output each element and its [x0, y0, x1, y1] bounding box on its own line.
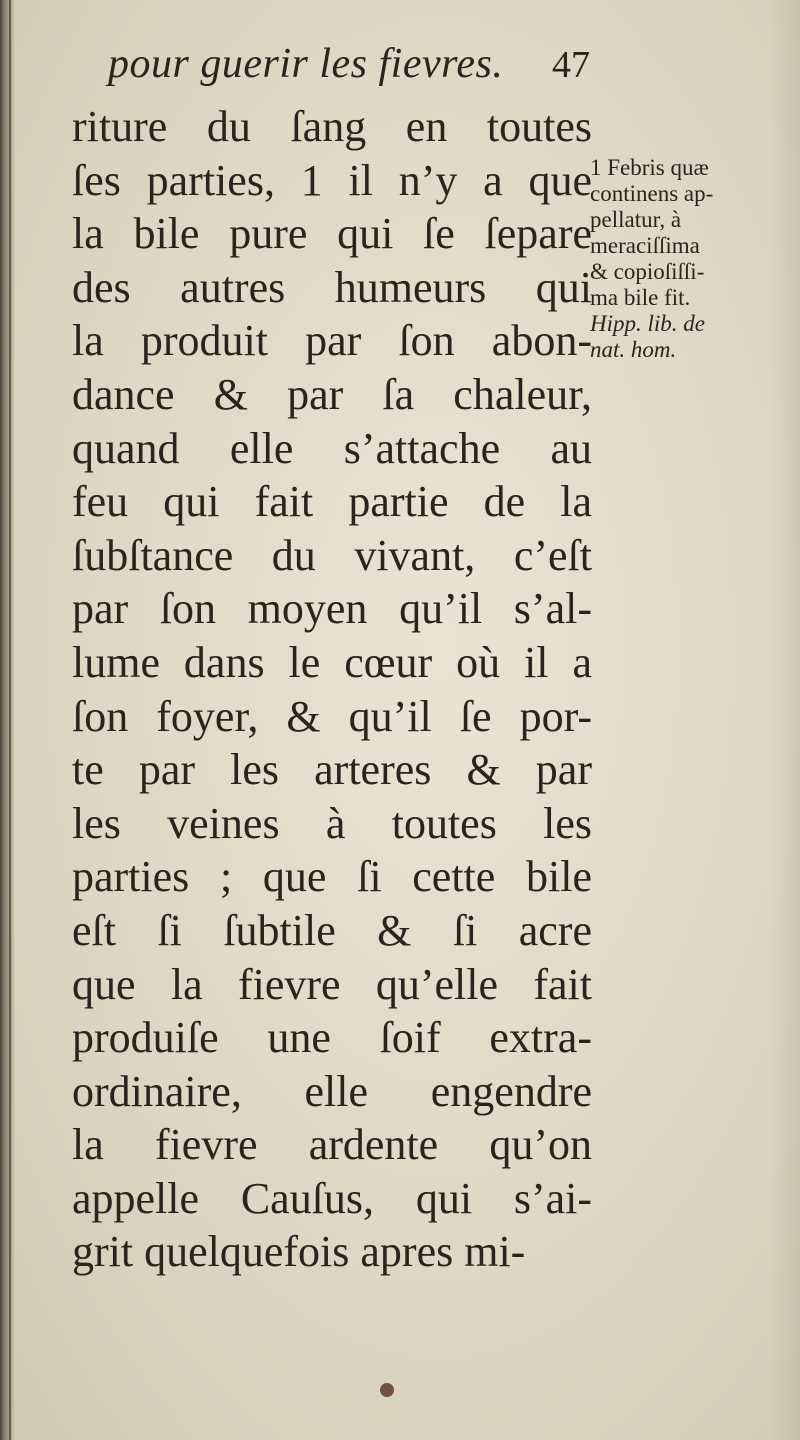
note-line: meraciſſima	[590, 233, 700, 258]
note-line: ma bile fit.	[590, 285, 691, 310]
note-line: pellatur, à	[590, 207, 682, 232]
margin-note	[590, 155, 770, 363]
text-line: eſt ſi ſubtile & ſi acre	[72, 905, 592, 955]
text-line: te par les arteres & par	[72, 745, 592, 795]
text-line: produiſe une ſoif extra-	[72, 1013, 592, 1063]
text-line: grit quelquefois apres mi-	[72, 1227, 526, 1277]
text-line: riture du ſang en toutes	[72, 102, 592, 151]
page-shadow	[770, 0, 800, 1440]
text-line: que la fievre qu’elle fait	[72, 959, 592, 1009]
binding-line	[9, 0, 11, 1440]
text-line: parties ; que ſi cette bile	[72, 852, 592, 902]
running-head	[108, 40, 598, 102]
ink-spot	[380, 1383, 394, 1397]
text-line: la produit par ſon abon-	[72, 316, 592, 366]
note-line: & copioſiſſi-	[590, 259, 705, 284]
text-line: feu qui fait partie de la	[72, 477, 592, 527]
text-line: les veines à toutes les	[72, 798, 592, 848]
text-line: ſon foyer, & qu’il ſe por-	[72, 691, 592, 741]
text-line: ſes parties, 1 il n’y a que	[72, 155, 592, 205]
text-line: lume dans le cœur où il a	[72, 637, 592, 687]
text-line: appelle Cauſus, qui s’ai-	[72, 1173, 592, 1223]
page-number: 47	[552, 44, 590, 86]
note-citation: nat. hom.	[590, 337, 677, 362]
text-line: la bile pure qui ſe ſepare	[72, 209, 592, 259]
binding-edge	[0, 0, 14, 1440]
note-line: 1 Febris quæ	[590, 155, 709, 180]
text-line: la fievre ardente qu’on	[72, 1120, 592, 1170]
note-line: continens ap-	[590, 181, 714, 206]
main-text-block	[72, 100, 592, 1279]
text-line: ordinaire, elle engendre	[72, 1066, 592, 1116]
text-line: par ſon moyen qu’il s’al-	[72, 584, 592, 634]
running-title: pour guerir les fievres.	[108, 41, 504, 87]
text-line: quand elle s’attache au	[72, 423, 592, 473]
note-citation: Hipp. lib. de	[590, 311, 705, 336]
text-line: des autres humeurs qui	[72, 262, 592, 312]
text-line: dance & par ſa chaleur,	[72, 369, 592, 419]
text-line: ſubſtance du vivant, c’eſt	[72, 530, 592, 580]
